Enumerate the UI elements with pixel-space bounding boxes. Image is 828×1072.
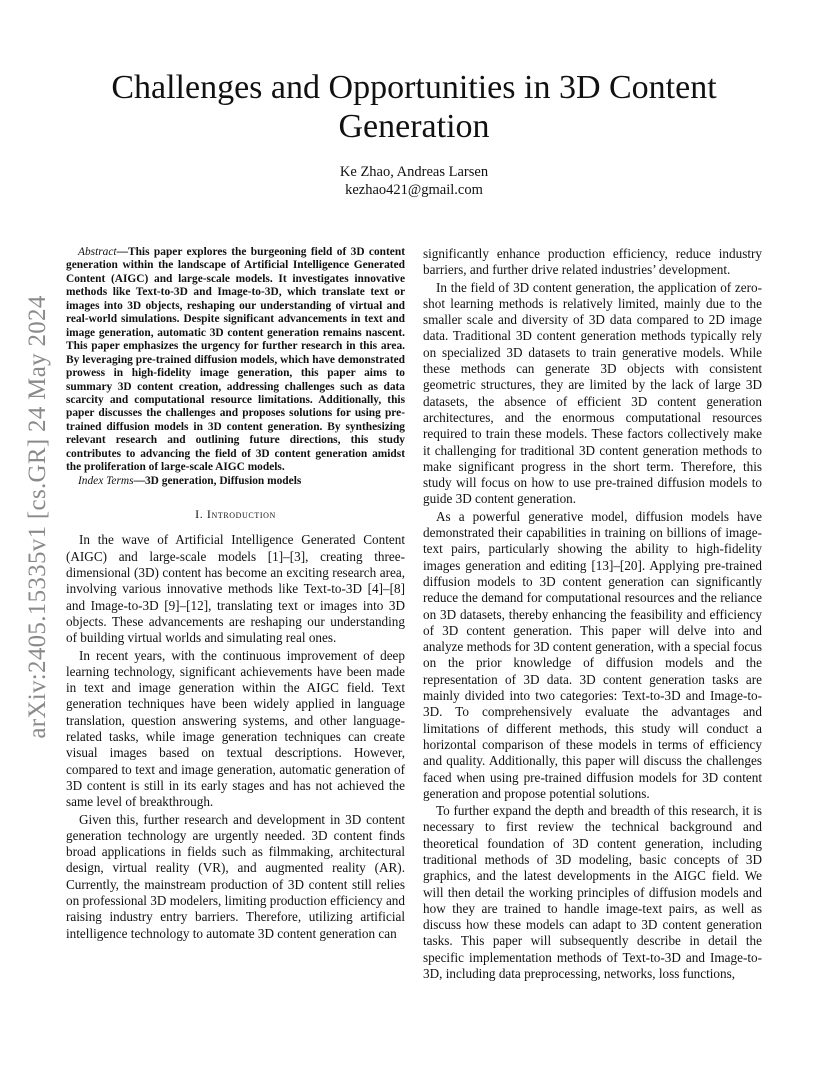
arxiv-side-identifier: [22, 272, 54, 762]
index-terms-label: Index Terms: [78, 474, 134, 487]
left-column: [66, 246, 405, 943]
index-terms-text: —3D generation, Diffusion models: [133, 474, 302, 487]
abstract-label: Abstract: [78, 246, 117, 258]
abstract: [66, 246, 405, 475]
body-paragraph: Given this, further research and development in 3D content generation technology are urgently needed. 3D content finds broad applications in fields such as filmmaking, architectural design, virtual reality (VR), and augmented reality (AR). Currently, the mainstream production of 3D content still relies on professional 3D modelers, limiting production efficiency and raising industry entry barriers. Therefore, utilizing artificial intelligence technology to automate 3D content generation can: [66, 811, 405, 941]
body-paragraph: To further expand the depth and breadth of this research, it is necessary to first review the technical background and theoretical foundation of 3D content generation, including traditional methods of 3D modeling, basic concepts of 3D graphics, and the latest developments in the AIGC field. We will then detail the working principles of diffusion models and how they are trained to handle image-text pairs, as well as discuss how these models can adapt to 3D content generation tasks. This paper will subsequently describe in detail the specific implementation methods of Text-to-3D and Image-to-3D, including data preprocessing, networks, loss functions,: [423, 803, 762, 982]
body-paragraph: In the wave of Artificial Intelligence Generated Content (AIGC) and large-scale models [1]–[3], creating three-dimensional (3D) content has become an exciting research area, involving various innovative methods like Text-to-3D [4]–[8] and Image-to-3D [9]–[12], translating text or images into 3D objects. These advancements are reshaping our understanding of building virtual worlds and simulating real ones.: [66, 532, 405, 646]
section-heading-introduction: I. Introduction: [195, 507, 276, 522]
arxiv-identifier-text: arXiv:2405.15335v1 [cs.GR] 24 May 2024: [24, 295, 51, 739]
body-paragraph: significantly enhance production efficiency, reduce industry barriers, and further drive related industries’ development.: [423, 246, 762, 278]
paper-authors: Ke Zhao, Andreas Larsen: [339, 164, 489, 180]
paper-title: Challenges and Opportunities in 3D Content Generation: [111, 69, 717, 145]
right-column: [423, 246, 762, 983]
body-paragraph: As a powerful generative model, diffusion models have demonstrated their capabilities in training on billions of image-text pairs, particularly showing the ability to high-fidelity images generation and editing [13]–[20]. Applying pre-trained diffusion models to 3D content generation can significantly reduce the demand for computational resources and the reliance on 3D datasets, thereby enhancing the feasibility and efficiency of 3D content generation. This paper will delve into and analyze methods for 3D content generation, with a special focus on the prior knowledge of diffusion models and the representation of 3D data. 3D content generation tasks are mainly divided into two categories: Text-to-3D and Image-to-3D. To comprehensively evaluate the advantages and limitations of different methods, this study will conduct a horizontal comparison of these models in terms of efficiency and quality. Additionally, this paper will discuss the challenges faced when using pre-trained diffusion models for 3D content generation and propose potential solutions.: [423, 508, 762, 801]
abstract-text: —This paper explores the burgeoning field of 3D content generation within the landscape of Artificial Intelligence Generated Content (AIGC) and large-scale models. It investigates innovative methods like Text-to-3D and Image-to-3D, which translate text or images into 3D objects, reshaping our understanding of virtual and real-world simulations. Despite significant advancements in text and image generation, automatic 3D content generation remains nascent. This paper emphasizes the urgency for further research in this area. By leveraging pre-trained diffusion models, which have demonstrated prowess in high-fidelity image generation, this paper aims to summary 3D content creation, addressing challenges such as data scarcity and computational resource limitations. Additionally, this paper discusses the challenges and proposes solutions for using pre-trained diffusion models in 3D content generation. By synthesizing relevant research and outlining future directions, this study contributes to advancing the field of 3D content generation amidst the proliferation of large-scale AIGC models.: [66, 246, 405, 474]
index-terms: [66, 475, 405, 488]
body-paragraph: In the field of 3D content generation, the application of zero-shot learning methods is relatively limited, mainly due to the smaller scale and diversity of 3D data compared to 2D image data. Traditional 3D content generation methods typically rely on specialized 3D datasets to train generative models. While these methods can generate 3D objects with consistent geometric structures, they are limited by the lack of large 3D datasets, the absence of efficient 3D content generation architectures, and the enormous computational resources required to train these models. These factors collectively make it challenging for traditional 3D content generation methods to make significant progress in the short term. Therefore, this study will focus on how to use pre-trained diffusion models to guide 3D content generation.: [423, 279, 762, 507]
author-email[interactable]: kezhao421@gmail.com: [345, 182, 483, 198]
body-paragraph: In recent years, with the continuous improvement of deep learning technology, significant achievements have been made in text and image generation within the AIGC field. Text generation techniques have been widely applied in language translation, question answering systems, and other language-related tasks, while image generation techniques can create visual images based on textual descriptions. However, compared to text and image generation, automatic generation of 3D content is still in its early stages and has not achieved the same level of breakthrough.: [66, 647, 405, 810]
